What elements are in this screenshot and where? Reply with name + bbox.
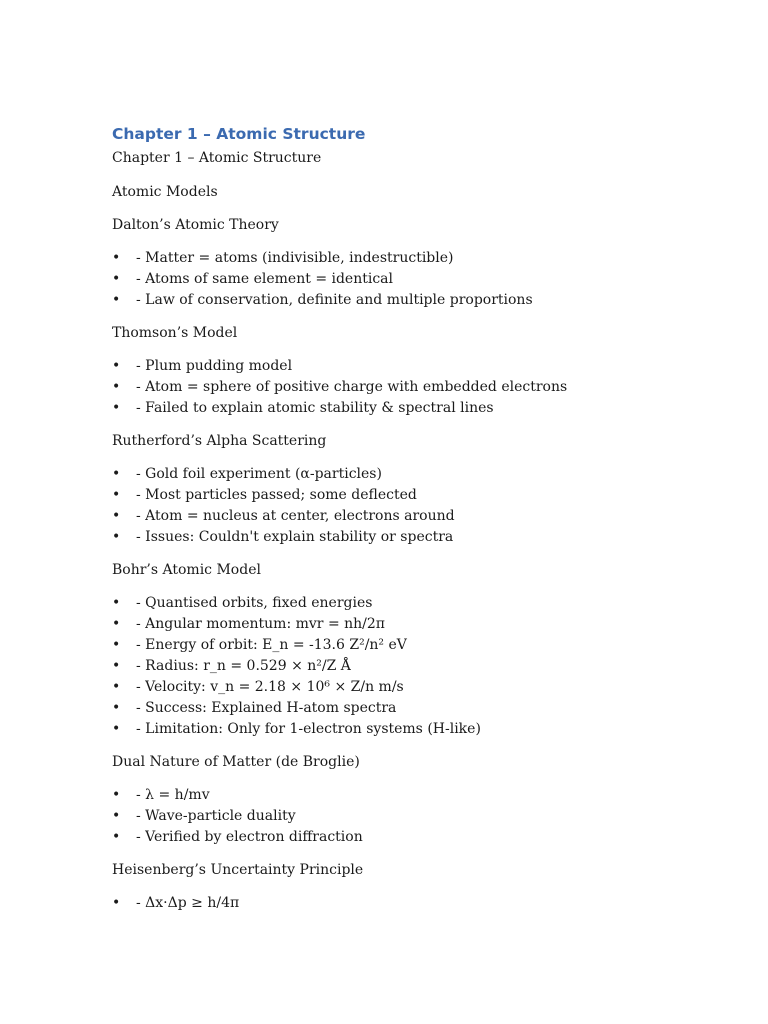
list-item-text: - Atoms of same element = identical — [136, 271, 394, 287]
chapter-heading: Chapter 1 – Atomic Structure — [112, 125, 366, 143]
list-item-text: - Δx·Δp ≥ h/4π — [136, 895, 240, 911]
bullet-list — [112, 464, 712, 548]
list-item — [112, 719, 712, 740]
bullet-icon: • — [112, 721, 121, 737]
section-title: Heisenberg’s Uncertainty Principle — [112, 862, 364, 878]
list-item — [112, 248, 712, 269]
section-title: Dual Nature of Matter (de Broglie) — [112, 754, 360, 770]
list-item-text: - Angular momentum: mvr = nh/2π — [136, 616, 385, 632]
section-title: Bohr’s Atomic Model — [112, 562, 261, 578]
list-item-text: - Wave-particle duality — [136, 808, 296, 824]
bullet-icon: • — [112, 250, 121, 266]
bullet-icon: • — [112, 658, 121, 674]
list-item — [112, 677, 712, 698]
bullet-icon: • — [112, 508, 121, 524]
list-item-text: - Energy of orbit: E_n = -13.6 Z²/n² eV — [136, 637, 407, 653]
list-item — [112, 635, 712, 656]
list-item — [112, 893, 712, 914]
list-item — [112, 785, 712, 806]
bullet-icon: • — [112, 895, 121, 911]
list-item-text: - Most particles passed; some deflected — [136, 487, 417, 503]
list-item-text: - λ = h/mv — [136, 787, 210, 803]
bullet-icon: • — [112, 595, 121, 611]
section-thomson — [112, 323, 712, 431]
list-item — [112, 506, 712, 527]
bullet-list — [112, 893, 712, 914]
bullet-icon: • — [112, 637, 121, 653]
list-item-text: - Failed to explain atomic stability & spectral lines — [136, 400, 494, 416]
bullet-icon: • — [112, 292, 121, 308]
bullet-icon: • — [112, 808, 121, 824]
bullet-list — [112, 356, 712, 419]
list-item — [112, 356, 712, 377]
list-item-text: - Velocity: v_n = 2.18 × 10⁶ × Z/n m/s — [136, 679, 404, 695]
bullet-icon: • — [112, 466, 121, 482]
list-item-text: - Issues: Couldn't explain stability or spectra — [136, 529, 454, 545]
spacer — [112, 311, 712, 323]
list-item — [112, 377, 712, 398]
list-item — [112, 398, 712, 419]
list-item — [112, 656, 712, 677]
section-title: Thomson’s Model — [112, 325, 238, 341]
list-item-text: - Atom = sphere of positive charge with embedded electrons — [136, 379, 568, 395]
list-item-text: - Plum pudding model — [136, 358, 293, 374]
bullet-list — [112, 785, 712, 848]
bullet-icon: • — [112, 271, 121, 287]
bullet-icon: • — [112, 616, 121, 632]
bullet-icon: • — [112, 487, 121, 503]
list-item-text: - Atom = nucleus at center, electrons around — [136, 508, 455, 524]
list-item-text: - Gold foil experiment (α-particles) — [136, 466, 382, 482]
list-item — [112, 593, 712, 614]
intro-text: Atomic Models — [112, 184, 218, 200]
spacer — [112, 548, 712, 560]
list-item — [112, 290, 712, 311]
bullet-icon: • — [112, 679, 121, 695]
bullet-icon: • — [112, 358, 121, 374]
bullet-icon: • — [112, 400, 121, 416]
spacer — [112, 419, 712, 431]
list-item — [112, 698, 712, 719]
bullet-icon: • — [112, 787, 121, 803]
document-body — [112, 124, 712, 914]
bullet-icon: • — [112, 529, 121, 545]
section-bohr — [112, 560, 712, 752]
list-item-text: - Matter = atoms (indivisible, indestructible) — [136, 250, 454, 266]
list-item — [112, 464, 712, 485]
bullet-list — [112, 248, 712, 311]
section-heisenberg — [112, 860, 712, 914]
list-item-text: - Quantised orbits, fixed energies — [136, 595, 373, 611]
list-item-text: - Limitation: Only for 1-electron systems (H-like) — [136, 721, 481, 737]
bullet-icon: • — [112, 829, 121, 845]
spacer — [112, 740, 712, 752]
chapter-subtitle: Chapter 1 – Atomic Structure — [112, 150, 322, 166]
section-dalton — [112, 215, 712, 323]
list-item-text: - Law of conservation, definite and multiple proportions — [136, 292, 533, 308]
list-item — [112, 269, 712, 290]
section-rutherford — [112, 431, 712, 560]
bullet-icon: • — [112, 379, 121, 395]
section-title: Rutherford’s Alpha Scattering — [112, 433, 327, 449]
bullet-icon: • — [112, 700, 121, 716]
bullet-list — [112, 593, 712, 740]
list-item — [112, 485, 712, 506]
section-title: Dalton’s Atomic Theory — [112, 217, 279, 233]
section-de-broglie — [112, 752, 712, 860]
list-item — [112, 806, 712, 827]
list-item-text: - Success: Explained H-atom spectra — [136, 700, 397, 716]
list-item-text: - Radius: r_n = 0.529 × n²/Z Å — [136, 658, 351, 674]
spacer — [112, 848, 712, 860]
list-item — [112, 614, 712, 635]
list-item — [112, 827, 712, 848]
list-item — [112, 527, 712, 548]
list-item-text: - Verified by electron diffraction — [136, 829, 363, 845]
